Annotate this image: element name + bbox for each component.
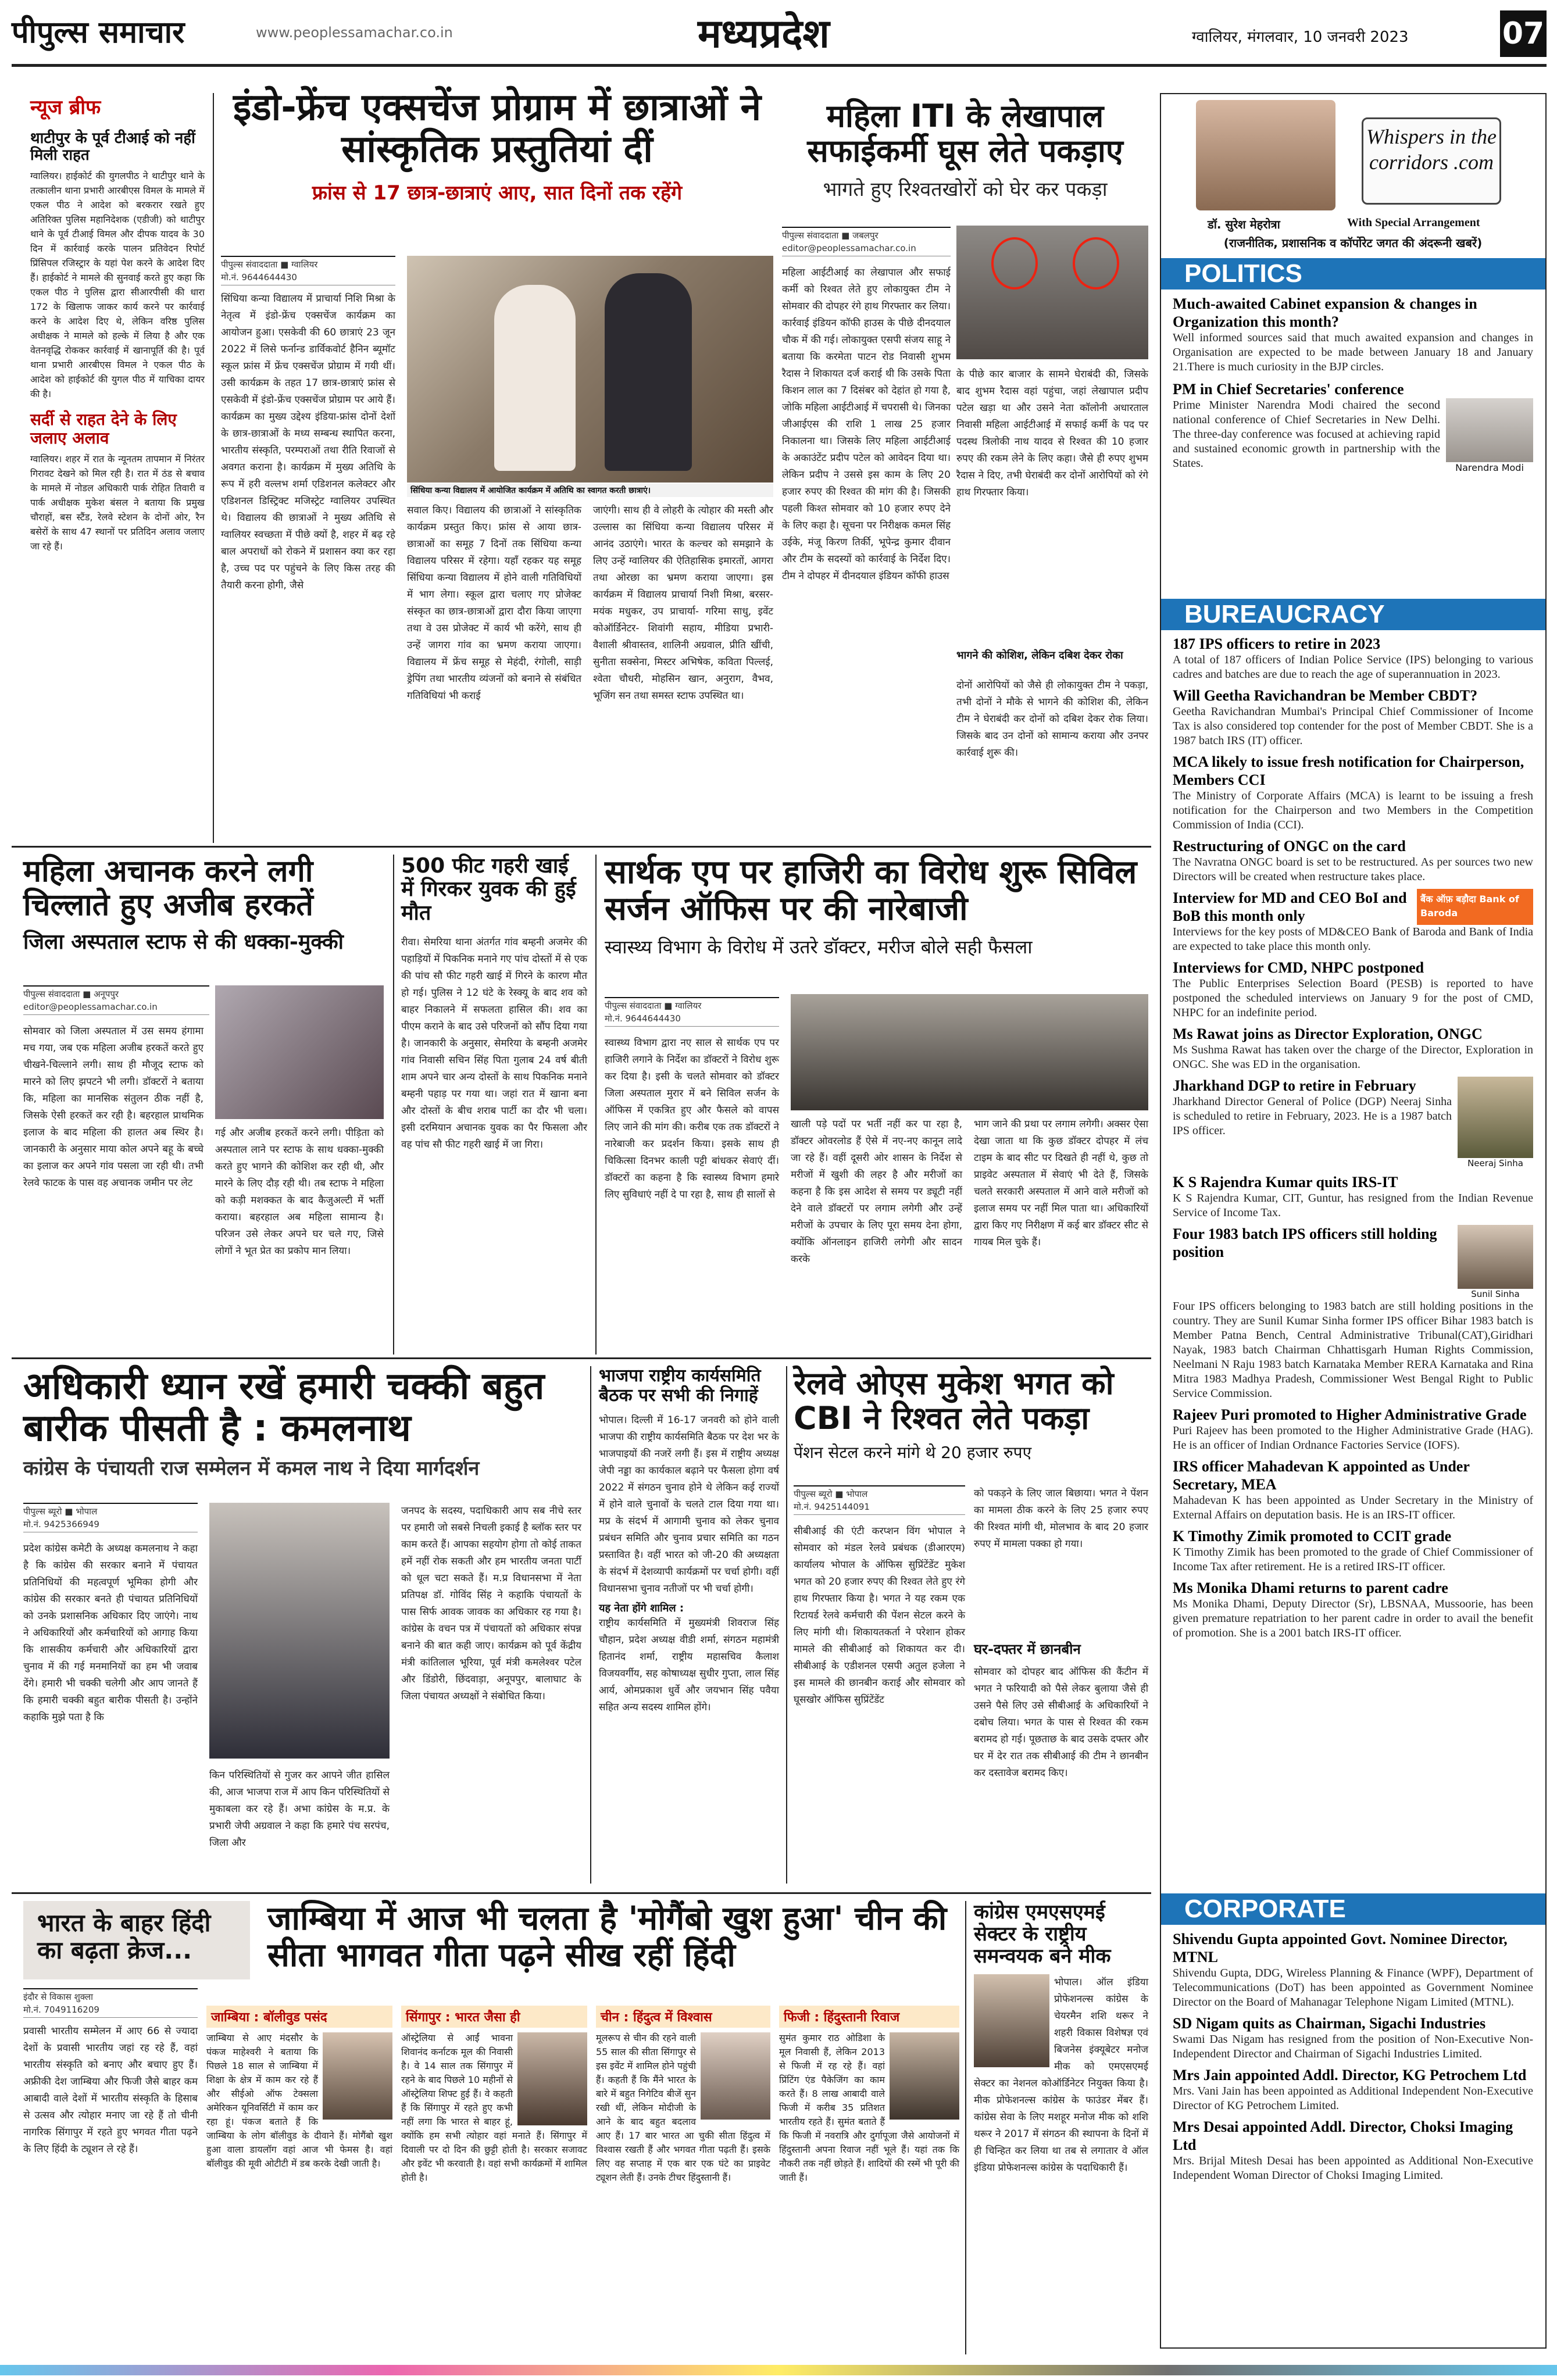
corporate-items	[1173, 1930, 1533, 2183]
item-headline: Ms Monika Dhami returns to parent cadre	[1173, 1579, 1448, 1596]
masthead-rule	[12, 64, 1547, 67]
story-kamalnath	[23, 1366, 581, 1889]
mobile: मो.नं. 9425366949	[23, 1519, 99, 1530]
brief-tag: न्यूज ब्रीफ	[30, 96, 101, 119]
story-hospital-woman	[23, 855, 384, 1355]
byline-block	[23, 1988, 198, 2018]
headline: महिला ITI के लेखापाल सफाईकर्मी घूस लेते पकड़ाए	[807, 98, 1123, 170]
person-photo	[890, 2032, 959, 2120]
column-rule	[965, 1901, 966, 2354]
item-body: Geetha Ravichandran Mumbai's Principal Chief Commissioner of Income Tax is also considered top contender for the post of Member CBDT. She is a 1987 batch IRS (IT) officer.	[1173, 705, 1533, 747]
email: editor@peoplessamachar.co.in	[23, 1002, 158, 1012]
item-body: Mrs. Brijal Mitesh Desai has been appointed as Additional Non-Executive Independent Woman Director of Choksi Imaging Limited.	[1173, 2154, 1533, 2182]
meek-photo	[974, 1974, 1049, 2067]
country-body: ऑस्ट्रेलिया से आईं भावना शिवानंद कर्नाटक मूल की निवासी है। वे 14 साल तक सिंगापुर में रहने के बाद पिछले 10 महीनों से ऑस्ट्रेलिया शिफ्ट हुई हैं। वे कहती हैं कि सिंगापुर में रहते हुए कभी नहीं लगा कि भारत से बाहर हूं, क्योंकि हम सभी त्योहार वहां मनाते हैं। सिंगापुर में दिवाली पर दो दिन की छुट्टी होती है। सरकार सजावट और इवेंट भी करवाती है। वहां सभी कार्यक्रमों में शामिल होती है।	[401, 2032, 587, 2183]
masthead-brand: पीपुल्स समाचार	[12, 15, 185, 50]
deck: फ्रांस से 17 छात्र-छात्राएं आए, सात दिनों तक रहेंगे	[312, 181, 683, 205]
country-fiji	[779, 2006, 959, 2185]
country-body: जाम्बिया से आए मंदसौर के पंकज माहेश्वरी ने बताया कि पिछले 18 साल से जाम्बिया में शिक्षा के क्षेत्र में काम कर रहे हैं और सीईओ ऑफ टेक्सला अमेरिकन यूनिवर्सिटी में काम कर रहा हूं। पंकज बताते हैं कि जाम्बिया के लोग बॉलीवुड के दीवाने हैं। मोगैंबो खुश हुआ वाला डायलॉग वहां आज भी फेमस है। वहां बॉलीवुड की मूवी ओटीटी में डब करके देखी जाती है।	[206, 2032, 392, 2169]
item-headline: Restructuring of ONGC on the card	[1173, 838, 1406, 855]
subhead: यह नेता होंगे शामिल :	[599, 1602, 684, 1615]
country-body: सुमंत कुमार राठ ओडिशा के मूल निवासी हैं, लेकिन 2013 से फिजी में रह रहे हैं। वहां प्रिंटिंग एंड पैकेजिंग का काम करते हैं। 8 लाख आबादी वाले फिजी में करीब 35 प्रतिशत भारतीय रहते हैं। सुमंत बताते हैं कि फिजी में नवरात्रि और दुर्गापूजा जैसे आयोजनों में हिंदुस्तानी अपना रिवाज नहीं भूले हैं। यहां तक कि नौकरी तक नहीं छोड़ते हैं। शादियों की रस्में भी पूरी की जाती हैं।	[779, 2032, 959, 2183]
byline: पीपुल्स संवाददाता ■ अनूपपुर	[23, 989, 119, 999]
item-body: Four IPS officers belonging to 1983 batch are still holding positions in the country. They are Sunil Kumar Sinha former IPS officer Bihar 1983 batch is Member Patna Bench, Central Administrative Tribunal(CAT),Giridhari Nayak, 1983 batch Chairman Chhattisgarh Human Rights Commission, Neelmani N Raju 1983 batch Karnataka Member RERA Karnataka and Rina Mitra 1983 Madhya Pradesh, Commissioner West Bengal Right to Public Service Commission.	[1173, 1300, 1533, 1400]
story-indo-french	[221, 87, 773, 843]
body-2: राष्ट्रीय कार्यसमिति में मुख्यमंत्री शिवराज सिंह चौहान, प्रदेश अध्यक्ष वीडी शर्मा, संगठन महामंत्री हितानंद शर्मा, राष्ट्रीय महासचिव कैलाश विजयवर्गीय, सह कोषाध्यक्ष सुधीर गुप्ता, लाल सिंह आर्य, ओमप्रकाश धुर्वे और जयभान सिंह पवैया सहित अन्य सदस्य शामिल होंगे।	[599, 1617, 779, 1714]
photo-caption: सिंधिया कन्या विद्यालय में आयोजित कार्यक्रम में अतिथि का स्वागत करती छात्राएं।	[407, 484, 773, 497]
neeraj-sinha-photo	[1458, 1077, 1533, 1158]
sunil-sinha-figure	[1458, 1225, 1533, 1299]
corporate-banner: CORPORATE	[1161, 1893, 1545, 1925]
item-headline: K Timothy Zimik promoted to CCIT grade	[1173, 1528, 1452, 1545]
sinha-figure	[1458, 1077, 1533, 1168]
column-1: स्वास्थ्य विभाग द्वारा नए साल से सार्थक एप पर हाजिरी लगाने के निर्देश का डॉक्टरों ने विरोध शुरू कर दिया है। इसी के चलते सोमवार को डॉक्टर जिला अस्पताल मुरार में बने सिविल सर्जन के ऑफिस में एकत्रित हुए और फैसले को वापस लिए जाने की मांग की। करीब एक तक डॉक्टरों ने नारेबाजी कर प्रदर्शन किया। इसके साथ ही चिकित्सा दिनभर काली पट्टी बांधकर सेवाएं दीं। डॉक्टरों का कहना है कि स्वास्थ्य विभाग हमारे लिए सुविधाएं नहीं दे पा रहा है, साथ ही सालों से	[605, 1037, 779, 1200]
column-rule	[786, 1366, 787, 1884]
person-silhouette	[605, 273, 692, 471]
byline-block	[23, 1503, 198, 1532]
brief-body-2: ग्वालियर। शहर में रात के न्यूनतम तापमान में निरंतर गिरावट देखने को मिल रही है। रात में ठंड से बचाव के मामले में नोडल अधिकारी पार्क रोहित तिवारी व पार्क अधीक्षक मुकेश बंसल ने बताया कि प्रमुख चौराहों, बस स्टैंड, रेलवे स्टेशन के दोनों ओर, रैन बसेरों के साथ 47 स्थानों पर प्रतिदिन अलाव जलाए जा रहे हैं।	[30, 453, 205, 552]
item-body: A total of 187 officers of Indian Police Service (IPS) belonging to various cadres and batches are due to reach the age of superannuation in 2023.	[1173, 653, 1533, 681]
whispers-tagline: (राजनीतिक, प्रशासनिक व कॉर्पोरेट जगत की अंदरूनी खबरें)	[1223, 236, 1483, 250]
country-tag: फिजी : हिंदुस्तानी रिवाज	[779, 2006, 959, 2028]
modi-figure	[1446, 398, 1533, 473]
item-headline: Shivendu Gupta appointed Govt. Nominee Director, MTNL	[1173, 1931, 1508, 1966]
item-headline: SD Nigam quits as Chairman, Sigachi Industries	[1173, 2015, 1486, 2032]
byline: इंदौर से विकास शुक्ला	[23, 1992, 93, 2002]
byline-block	[794, 1485, 965, 1515]
column-1: महिला आईटीआई का लेखापाल और सफाई कर्मी को रिश्वत लेते हुए लोकायुक्त टीम ने सोमवार की दोपहर रंगे हाथ गिरफ्तार कर लिया। कार्रवाई इंडियन कॉफी हाउस के पीछे दीनदयाल चौक में की गई। लोकायुक्त एसपी संजय साहू ने बताया कि करमेता पाटन रोड निवासी शुभम रैदास ने शिकायत दर्ज कराई थी कि उसके पिता किशन लाल का 7 दिसंबर को देहांत हो गया है, जोकि महिला आईटीआई में चपरासी थे। जिनका जीआईएस की राशि 1 लाख 25 हजार निकालना था। जिसके लिए महिला आईटीआई के अकाउंटेंट प्रदीप पटेल को आवेदन दिया था। लेकिन प्रदीप ने उससे इस काम के लिए 20 हजार रुपए की रिश्वत की मांग की है। जिसकी पहली किश्त सोमवार को 10 हजार रुपए देने के लिए कहा है। सूचना पर निरीक्षक कमल सिंह उईके, मंजू किरण तिर्की, भूपेन्द्र कुमार दीवान और टीम के सदस्यों को कार्रवाई के निर्देश दिए। टीम ने दोपहर में दीनदयाल इंडियन कॉफी हाउस	[782, 267, 951, 582]
section-title: मध्यप्रदेश	[698, 11, 830, 57]
author-photo	[1196, 100, 1335, 210]
column-2b: सोमवार को दोपहर बाद ऑफिस की कैंटीन में भगत ने फरियादी को पैसे लेकर बुलाया जैसे ही उसने पैसे लिए उसे सीबीआई के अधिकारियों ने दबोच लिया। भगत के पास से रिश्वत की रकम बरामद हो गई। पूछताछ के बाद उसके दफ्तर और घर में देर रात तक सीबीआई की टीम ने छानबीन कर दस्तावेज बरामद किए।	[974, 1666, 1148, 1779]
item-body: Well informed sources said that much awaited expansion and changes in Organisation are expected to be made between January 18 and January 21.There is much curiosity in the BJP circles.	[1173, 331, 1533, 373]
item-body: Shivendu Gupta, DDG, Wireless Planning & Finance (WPF), Department of Telecommunications (DoT) has been appointed as Government Nominee Director on the Board of Mahanagar Telephone Nigam Limited (MTNL).	[1173, 1967, 1533, 2009]
event-photo	[407, 256, 773, 483]
item-body: Ms Monika Dhami, Deputy Director (Sr), LBSNAA, Mussoorie, has been given premature repatriation to her parent cadre in order to avail the benefit of promotion. She is a 2001 batch IRS-IT officer.	[1173, 1598, 1533, 1639]
byline-block	[605, 997, 779, 1027]
byline-block	[221, 256, 395, 285]
country-body: मूलरूप से चीन की रहने वाली 55 साल की सीता सिंगापुर से इस इवेंट में शामिल होने पहुंची हैं। कहती हैं कि मैंने भारत के बारे में बहुत निगेटिव बीजें सुन रखी थीं, लेकिन मोदीजी के आने के बाद बहुत बदलाव आए हैं। 17 बार भारत आ चुकी सीता हिंदुत्व में विश्वास रखती हैं और भगवत गीता पढ़ती हैं। इसके लिए वह सप्ताह में एक बार एक घंटे का प्राइवेट ट्यूशन लेती हैं। उनके टीचर हिंदुस्तानी हैं।	[596, 2032, 770, 2183]
item-body: Prime Minister Narendra Modi chaired the second national conference of Chief Secretaries in New Delhi. The three-day conference was focused at achieving rapid and sustained economic growth in partnership with the States.	[1173, 399, 1440, 470]
item-headline: 187 IPS officers to retire in 2023	[1173, 635, 1381, 652]
red-circle	[991, 237, 1038, 290]
column-3: भाग जाने की प्रथा पर लगाम लगेगी। अक्सर ऐसा देखा जाता था कि कुछ डॉक्टर दोपहर में लंच टाइम के बाद सीट पर दिखते ही नहीं थे, कुछ तो प्राइवेट अस्पताल में सेवाएं भी देते हैं, जिसके चलते सरकारी अस्पताल में आने वाले मरीजों को इलाज समय पर नहीं मिल पाता था। अधिकारियों द्वारा किए गए निरीक्षण में कई बार डॉक्टर सीट से गायब मिल चुके हैं।	[974, 1118, 1148, 1248]
country-tag: सिंगापुर : भारत जैसा ही	[401, 2006, 587, 2028]
print-registration-bar	[0, 2365, 1557, 2375]
whispers-column	[1160, 93, 1547, 2349]
column-rule	[590, 1366, 591, 1884]
news-brief	[30, 93, 205, 843]
deck: कांग्रेस के पंचायती राज सम्मेलन में कमल नाथ ने दिया मार्गदर्शन	[23, 1457, 480, 1481]
bank-of-baroda-logo: बैंक ऑफ़ बड़ौदा Bank of Baroda	[1417, 889, 1533, 925]
headline: अधिकारी ध्यान रखें हमारी चक्की बहुत बारीक पीसती है : कमलनाथ	[23, 1365, 545, 1450]
item-headline: Four 1983 batch IPS officers still holding position	[1173, 1225, 1437, 1260]
item-headline: Jharkhand DGP to retire in February	[1173, 1077, 1416, 1094]
person-photo	[323, 2032, 392, 2120]
story-bjp-meeting	[599, 1366, 779, 1889]
photo-caption: Neeraj Sinha	[1467, 1158, 1523, 1168]
column-1: सीबीआई की एंटी करप्शन विंग भोपाल ने सोमवार को मंडल रेलवे प्रबंधक (डीआरएम) कार्यालय भोपाल के ऑफिस सुप्रिंटेंडेंट मुकेश भगत को 20 हजार रुपए की रिश्वत लेते हुए रंगे हाथ गिरफ्तार किया है। भगत ने यह रकम एक रिटायर्ड रेलवे कर्मचारी की पेंशन सेटल करने के लिए मांगी थी। शिकायतकर्ता ने परेशान होकर मामले की सीबीआई को शिकायत कर दी। सीबीआई के एडीशनल एसपी अतुल हजेला ने इस मामले की छानबीन कराई और सोमवार को घूसखोर ऑफिस सुप्रिंटेंडेंट	[794, 1525, 965, 1706]
column-rule	[595, 855, 597, 1355]
headline: सार्थक एप पर हाजिरी का विरोध शुरू सिविल सर्जन ऑफिस पर की नारेबाजी	[605, 853, 1137, 928]
country-tag: चीन : हिंदुत्व में विश्वास	[596, 2006, 770, 2028]
bureaucracy-banner: BUREAUCRACY	[1161, 599, 1545, 630]
item-row	[1173, 1077, 1533, 1168]
item-text	[1173, 1077, 1452, 1168]
masthead	[0, 0, 1557, 70]
country-china	[596, 2006, 770, 2185]
modi-caption: Narendra Modi	[1455, 462, 1524, 473]
kicker: भारत के बाहर हिंदी का बढ़ता क्रेज...	[23, 1901, 250, 1979]
story-ravine-death	[401, 855, 587, 1355]
byline: पीपुल्स ब्यूरो ■ भोपाल	[794, 1489, 868, 1499]
modi-photo	[1446, 398, 1533, 462]
author-name: डॉ. सुरेश मेहरोत्रा	[1208, 217, 1280, 231]
whispers-logo: Whispers in the corridors .com	[1362, 117, 1501, 205]
headline: जाम्बिया में आज भी चलता है 'मोगैंबो खुश हुआ' चीन की सीता भागवत गीता पढ़ने सीख रहीं हिंदी	[267, 1900, 947, 1974]
person-silhouette	[494, 285, 576, 471]
item-headline: Ms Rawat joins as Director Exploration, ONGC	[1173, 1025, 1483, 1042]
woman-photo	[215, 985, 384, 1119]
item-headline: Much-awaited Cabinet expansion & changes in Organization this month?	[1173, 295, 1477, 330]
person-photo	[701, 2032, 770, 2120]
column-2: सवाल किए। विद्यालय की छात्राओं ने सांस्कृतिक कार्यक्रम प्रस्तुत किए। फ्रांस से आया छात्र-छात्राओं का समूह 7 दिनों तक सिंधिया कन्या विद्यालय परिसर में रहेगा। यहाँ रहकर यह समूह सिंधिया कन्या विद्यालय में होने वाली गतिविधियों में भाग लेगा। स्कूल द्वारा चलाए गए प्रोजेक्ट संस्कृत का छात्र-छात्राओं द्वारा दौरा किया जाएगा तथा वे उस प्रोजेक्ट में कार्य भी करेंगे, साथ ही उन्हें जागरा गांव का भ्रमण कराया जाएगा। विद्यालय में फ्रेंच समूह से मेहंदी, रंगोली, साड़ी ड्रेपिंग तथा भारतीय व्यंजनों को बनाने से संबंधित गतिविधियां भी कराई	[407, 505, 581, 702]
item-headline: Mrs Jain appointed Addl. Director, KG Petrochem Ltd	[1173, 2067, 1527, 2084]
item-body: The Navratna ONGC board is set to be restructured. As per sources two new Directors will be created when restructure takes place.	[1173, 856, 1533, 883]
row-rule	[12, 1357, 1151, 1359]
page-number: 07	[1500, 10, 1547, 57]
item-body: Swami Das Nigam has resigned from the position of Non-Executive Non-Independent Director and Chairman of Sigachi Industries Limited.	[1173, 2033, 1533, 2060]
item-body: The Public Enterprises Selection Board (PESB) is reported to have postponed the scheduled interviews on January 9 for the post of CMD, NHPC for an indefinite period.	[1173, 977, 1533, 1019]
accused-photo	[956, 226, 1148, 359]
politics-banner: POLITICS	[1161, 258, 1545, 290]
protest-photo	[791, 994, 1148, 1110]
item-body: Jharkhand Director General of Police (DGP) Neeraj Sinha is scheduled to retire in February, 2023. He is a 1987 batch IPS officer.	[1173, 1095, 1452, 1137]
headline: इंडो-फ्रेंच एक्सचेंज प्रोग्राम में छात्राओं ने सांस्कृतिक प्रस्तुतियां दीं	[233, 86, 761, 171]
story-sarthak-app	[605, 855, 1148, 1355]
item-headline: Will Geetha Ravichandran be Member CBDT?	[1173, 687, 1478, 704]
photo-caption: Sunil Sinha	[1471, 1289, 1520, 1299]
subhead: भागने की कोशिश, लेकिन दबिश देकर रोका	[956, 649, 1123, 662]
item-row	[1173, 1225, 1533, 1299]
item-body: K S Rajendra Kumar, CIT, Guntur, has resigned from the Indian Revenue Service of Income Tax.	[1173, 1192, 1533, 1219]
item-headline: Mrs Desai appointed Addl. Director, Choksi Imaging Ltd	[1173, 2118, 1513, 2153]
arrangement: With Special Arrangement	[1347, 216, 1480, 229]
item-headline: K S Rajendra Kumar quits IRS-IT	[1173, 1174, 1398, 1191]
column-2b: दोनों आरोपियों को जैसे ही लोकायुक्त टीम ने पकड़ा, तभी दोनों ने मौके से भागने की कोशिश की, लेकिन टीम ने घेराबंदी कर दोनों को दबिश देकर रोक लिया। जिसके बाद उन दोनों को सामान्य कराया और उनपर कार्रवाई शुरू की।	[956, 680, 1148, 759]
item-body: Interviews for the key posts of MD&CEO Bank of Baroda and Bank of India are expected to take place this month only.	[1173, 925, 1533, 953]
headline: रेलवे ओएस मुकेश भगत को CBI ने रिश्वत लेते पकड़ा	[794, 1365, 1114, 1437]
deck: भागते हुए रिश्वतखोरों को घेर कर पकड़ा	[823, 177, 1108, 201]
kamalnath-photo	[209, 1503, 390, 1759]
mobile: मो.नं. 9644644430	[605, 1013, 681, 1024]
row-rule	[12, 1892, 1151, 1894]
headline: महिला अचानक करने लगी चिल्लाते हुए अजीब हरकतें	[23, 854, 313, 923]
byline-block	[23, 985, 209, 1015]
brief-headline-2: सर्दी से राहत देने के लिए जलाए अलाव	[30, 410, 177, 448]
item-body: Ms Sushma Rawat has taken over the charge of the Director, Exploration in ONGC. She was ED in the organisation.	[1173, 1044, 1533, 1071]
column-rule	[393, 855, 394, 1355]
body: रीवा। सेमरिया थाना अंतर्गत गांव बम्हनी अजमेर की पहाड़ियों में पिकनिक मनाने गए पांच दोस्तों में से एक की पांच सौ फीट गहरी खाई में गिरने के कारण मौत हो गई। पुलिस ने 12 घंटे के रेस्क्यू के बाद शव को बाहर निकालने में सफलता हासिल की। शव का पीएम कराने के बाद उसे परिजनों को सौंप दिया गया है। जानकारी के अनुसार, सेमरिया के बम्हनी अजमेर गांव निवासी सचिन सिंह पिता गुलाब 24 वर्ष बीती शाम अपने चार अन्य दोस्तों के साथ पिकनिक मनाने बम्हनी पहाड़ पर गया था। जहां रात में खाना बना और दोस्तों के बीच शराब पार्टी का दौर भी चला। इसी दरमियान अचानक युवक का पैर फिसला और वह पांच सौ फीट गहरी खाई में जा गिरा।	[401, 936, 587, 1150]
column-3: जनपद के सदस्य, पदाधिकारी आप सब नीचे स्तर पर हमारी जो सबसे निचली इकाई है ब्लॉक स्तर पर काम करते हैं। आपका सहयोग होगा तो कोई ताकत हमें नहीं रोक सकती और हम भारतीय जनता पार्टी को धूल चटा सकते हैं। म.प्र विधानसभा में नेता प्रतिपक्ष डॉ. गोविंद सिंह ने कहाकि पंचायतों के पास सिर्फ आवक जावक का अधिकार रह गया है। कांग्रेस के वचन पत्र में पंचायतों को अधिकार संपन्न बनाने की बात कही जाए। कार्यक्रम को पूर्व केंद्रीय मंत्री कांतिलाल भूरिया, पूर्व मंत्री कमलेश्वर पटेल और डिंडोरी, छिंदवाड़ा, अनूपपुर, बालाघाट के जिला पंचायत अध्यक्षों ने संबोधित किया।	[401, 1505, 581, 1702]
deck: पेंशन सेटल करने मांगे थे 20 हजार रुपए	[794, 1442, 1032, 1462]
masthead-website: www.peoplessamachar.co.in	[256, 24, 453, 41]
item-row	[1173, 889, 1533, 925]
story-iti-bribe	[782, 99, 1148, 843]
item-headline: IRS officer Mahadevan K appointed as Under Secretary, MEA	[1173, 1458, 1470, 1493]
item-headline: Rajeev Puri promoted to Higher Administrative Grade	[1173, 1406, 1527, 1423]
byline: पीपुल्स संवाददाता ■ ग्वालियर	[221, 259, 318, 270]
deck: स्वास्थ्य विभाग के विरोध में उतरे डॉक्टर, मरीज बोले सही फैसला	[605, 936, 1033, 959]
body: प्रवासी भारतीय सम्मेलन में आए 66 से ज्यादा देशों के प्रवासी भारतीय जहां रह रहे हैं, वहां भारतीय संस्कृति को बनाए और बचाए हुए हैं। अफ्रीकी देश जाम्बिया और फिजी जैसे बाहर कम आबादी वाले देशों में भारतीय संस्कृति के हिसाब से उत्सव और त्योहार मनाए जा रहे हैं तो चीनी नागरिक सिंगापुर में रहते हुए भगवत गीता पढ़ने के लिए हिंदी के ट्यूशन ले रहे हैं।	[23, 2025, 198, 2155]
column-1: सोमवार को जिला अस्पताल में उस समय हंगामा मच गया, जब एक महिला अजीब हरकतें करते हुए चीखने-चिल्लाने लगी। साथ ही मौजूद स्टाफ को मारने को लिए झपटने भी लगी। डॉक्टरों ने बताया कि, महिला का मानसिक संतुलन ठीक नहीं है, जिसके ऐसी हरकतें कर रही है। बहरहाल प्राथमिक इलाज के बाद महिला की हालत अब स्थिर है। जानकारी के अनुसार माया कोल अपने बहू के बच्चे का इलाज कर अपने गांव पसला जा रही थी। तभी रेलवे फाटक के पास वह अचानक जमीन पर लेट	[23, 1025, 203, 1189]
whispers-header	[1161, 94, 1545, 257]
column-2: गई और अजीब हरकतें करने लगी। पीड़िता को अस्पताल लाने पर स्टाफ के साथ धक्का-मुक्की करते हुए भागने की कोशिश कर रही थी, और मारने के लिए दौड़ रही थी। तब स्टाफ ने महिला को कड़ी मशक्कत के बाद कैजुअल्टी में भर्ती कराया। बहरहाल अब महिला सामान्य है। परिजन उसे लेकर अपने घर चले गए, जिसे लोगों ने भूत प्रेत का प्रकोप मान लिया।	[215, 1127, 384, 1257]
brief-headline-1: थाटीपुर के पूर्व टीआई को नहीं मिली राहत	[30, 130, 195, 165]
headline: भाजपा राष्ट्रीय कार्यसमिति बैठक पर सभी की निगाहें	[599, 1366, 761, 1406]
body: भोपाल। दिल्ली में 16-17 जनवरी को होने वाली भाजपा की राष्ट्रीय कार्यसमिति बैठक पर देश भर के भाजपाइयों की नजरें लगी हैं। इस में राष्ट्रीय अध्यक्ष जेपी नड्डा का कार्यकाल बढ़ाने पर फैसला होगा वर्ष 2022 में संगठन चुनाव होने थे लेकिन कई राज्यों में होने वाले चुनावों के चलते टाल दिया गया था। मप्र के संदर्भ में आगामी चुनाव को लेकर चुनाव प्रबंधन समिति और चुनाव प्रचार समिति का गठन प्रस्तावित है। वहीं भारत को जी-20 की अध्यक्षता के संदर्भ में देशव्यापी कार्यक्रमों पर चर्चा होगी। वहीं विधानसभा चुनाव नतीजों पर भी चर्चा होगी।	[599, 1414, 779, 1595]
item-body: Puri Rajeev has been promoted to the Higher Administrative Grade (HAG). He is an officer of Indian Ordnance Factories Service (IOFS).	[1173, 1424, 1533, 1452]
column-1: सिंधिया कन्या विद्यालय में प्राचार्या निशि मिश्रा के नेतृत्व में इंडो-फ्रेंच एक्सचेंज कार्यक्रम का आयोजन हुआ। एसकेवी की 60 छात्राएं 23 जून 2022 में लिसे फर्नान्ड डार्विकवोर्ट हैनिन ब्यूमॉट स्कूल फ्रांस में फ्रेंच एक्सचेंज प्रोग्राम में गयी थीं। उसी कार्यक्रम के तहत 17 छात्र-छात्राएं फ्रांस से एसकेवी में इंडो-फ्रेंच एक्सचेंज प्रोग्राम पर आये हैं। कार्यक्रम का मुख्य उद्देश्य इंडिया-फ्रांस दोनों देशों के छात्र-छात्राओं के मध्य सम्बन्ध स्थापित करना, भारतीय संस्कृति, परम्पराओं तथा रीति रिवाजों से अवगत कराना है। कार्यक्रम में मुख्य अतिथि के रूप में हरी वल्लभ शर्मा एडिशनल कलेक्टर और एडिशनल डिस्ट्रिक्ट मजिस्ट्रेट ग्वालियर उपस्थित थे। विद्यालय की छात्राओं ने मुख्य अतिथि से ग्वालियर स्वच्छता में पीछे क्यों है, शहर में बढ़ रहे बाल अपराधों को रोकने में प्रशासन क्या कर रहा है, उच्च पद पर पहुंचने के लिए किस तरह की तैयारी करना होगी, जैसे	[221, 293, 395, 591]
item-headline: Interview for MD and CEO BoI and BoB this month only	[1173, 889, 1407, 924]
column-1: प्रदेश कांग्रेस कमेटी के अध्यक्ष कमलनाथ ने कहा है कि कांग्रेस की सरकार बनाने में पंचायत प्रतिनिधियों की महत्वपूर्ण भूमिका होगी और कांग्रेस की सरकार बनते ही पंचायत प्रतिनिधियों को उनके प्रशासनिक अधिकार दिए जाएंगे। नाथ ने अधिकारियों और कर्मचारियों को आगाह किया कि शासकीय कर्मचारी और अधिकारियों द्वारा चुनाव में की गई मनमानियों का हम भी जवाब देंगे। हमारी भी चक्की चलेगी और आप जानते हैं कि हमारी चक्की बहुत बारीक पीसती है। उन्होंने कहाकि मुझे पता है कि	[23, 1543, 198, 1723]
brief-body-1: ग्वालियर। हाईकोर्ट की युगलपीठ ने थाटीपुर थाने के तत्कालीन थाना प्रभारी आरबीएस विमल के मामले में एकल पीठ ने आदेश को बरकरार रखते हुए अतिरिक्त पुलिस महानिदेशक (एडीजी) को थाटीपुर थाने के पूर्व टीआई विमल और दीपक यादव के 30 दिन में कार्रवाई करके पालन प्रतिवेदन रिपोर्ट प्रिंसिपल रजिस्ट्रार के यहां पेश करने के आदेश दिए हैं। हाईकोर्ट ने मामले की सुनवाई करते हुए कहा कि एकल पीठ ने पुलिस द्वारा सीआरपीसी की धारा 172 के खिलाफ जाकर कार्य करने पर कार्रवाई करने के आदेश दिए थे, लेकिन वरिष्ठ पुलिस अधीक्षक ने मामले को हल्के में लिया है और एक वेतनवृद्धि रोककर कार्रवाई में खानापूर्ति की है। पूर्व थाना प्रभारी आरबीएस विमल ने एकल पीठ के आदेश को हाईकोर्ट की युगल पीठ में याचिका दायर की है।	[30, 170, 205, 400]
country-singapore	[401, 2006, 587, 2185]
column-2: को पकड़ने के लिए जाल बिछाया। भगत ने पेंशन का मामला ठीक करने के लिए 25 हजार रुपए की रिश्वत मांगी थी, मोलभाव के बाद 20 हजार रुपए में मामला पक्का हो गया।	[974, 1488, 1148, 1550]
sunil-sinha-photo	[1458, 1225, 1533, 1289]
byline: पीपुल्स संवाददाता ■ जबलपुर	[782, 230, 879, 241]
person-photo	[517, 2032, 587, 2125]
dateline: ग्वालियर, मंगलवार, 10 जनवरी 2023	[1192, 28, 1409, 46]
mobile: मो.नं. 9425144091	[794, 1502, 870, 1512]
item-headline: Interviews for CMD, NHPC postponed	[1173, 959, 1424, 976]
red-circle	[1073, 237, 1119, 290]
story-cbi-railway	[794, 1366, 1148, 1889]
country-zambia	[206, 2006, 392, 2171]
mobile: मो.नं. 9644644430	[221, 272, 297, 283]
story-congress-msme	[974, 1901, 1148, 2354]
column-3: जाएंगी। साथ ही वे लोहरी के त्योहार की मस्ती और उल्लास का सिंधिया कन्या विद्यालय परिसर में आनंद उठाएंगे। भारत के कल्चर को समझाने के लिए उन्हें ग्वालियर की ऐतिहासिक इमारतों, आगरा तथा ओरछा का भ्रमण कराया जाएगा। इस कार्यक्रम में विद्यालय प्राचार्या निशी मिश्रा, बरसर- मयंक मधुकर, उप प्राचार्या- गरिमा साधु, इवेंट कोऑर्डिनेटर- शिवांगी सहाय, मीडिया प्रभारी- वैशाली श्रीवास्तव, शालिनी अग्रवाल, प्रीति खींची, सुनीता सक्सेना, मिस्टर अभिषेक, कविता पिल्लई, श्वेता चौधरी, मोहसिन खान, अनुराग, वैभव, भूजिंग सन तथा समस्त स्टाफ उपस्थित था।	[593, 505, 773, 702]
byline-block	[782, 227, 951, 256]
byline: पीपुल्स संवाददाता ■ ग्वालियर	[605, 1000, 702, 1011]
politics-items	[1173, 295, 1533, 473]
item-body: Mahadevan K has been appointed as Under Secretary in the Ministry of External Affairs on deputation basis. He is an IRS-IT officer.	[1173, 1494, 1533, 1521]
mobile: मो.नं. 7049116209	[23, 2004, 99, 2015]
item-body: Mrs. Vani Jain has been appointed as Additional Independent Non-Executive Director of KG Petrochem Limited.	[1173, 2085, 1533, 2112]
column-2: किन परिस्थितियों से गुजर कर आपने जीत हासिल की, आज भाजपा राज में आप किन परिस्थितियों से मुकाबला कर रहे हैं। अभा कांग्रेस के म.प्र. के प्रभारी जेपी अग्रवाल ने कहा कि हमारे पंच सरपंच, जिला और	[209, 1770, 390, 1849]
email: editor@peoplessamachar.co.in	[782, 243, 916, 253]
item-row	[1173, 398, 1533, 473]
subhead: घर-दफ्तर में छानबीन	[974, 1641, 1081, 1657]
deck: जिला अस्पताल स्टाफ से की धक्का-मुक्की	[23, 930, 344, 955]
body: भोपाल। ऑल इंडिया प्रोफेशनल्स कांग्रेस के चेयरमैन शशि थरूर ने शहरी विकास विशेषज्ञ एवं बिजनेस इंक्यूबेटर मनोज मीक को एमएसएमई सेक्टर का नेशनल कोऑर्डिनेटर नियुक्त किया है। मीक प्रोफेशनल्स कांग्रेस के फाउंडर मेंबर हैं। कांग्रेस सेवा के लिए मशहूर मनोज मीक को शशि थरूर ने 2017 में संगठन की स्थापना के दिनों में ही चिन्हित कर लिया था तब से लगातार वे ऑल इंडिया प्रोफेशनल्स कांग्रेस के पदाधिकारी हैं।	[974, 1977, 1148, 2174]
story-hindi-abroad	[23, 1901, 959, 2354]
bureaucracy-items	[1173, 635, 1533, 1641]
country-tag: जाम्बिया : बॉलीवुड पसंद	[206, 2006, 392, 2028]
column-2: के पीछे कार बाजार के सामने घेराबंदी की, जिसके बाद शुभम रैदास वहां पहुंचा, जहां लेखापाल प्रदीप पटेल खड़ा था और उसने नेता कॉलोनी अधारताल निवासी महिला आईटीआई में सफाई कर्मी के पद पर पदस्थ त्रिलोकी नाथ यादव से रिश्वत की 10 हजार रुपए की रकम लेने के लिए कहा। जैसे ही रुपए शुभम रैदास ने दिए, तभी घेराबंदी कर दोनों आरोपियों को रंगे हाथ गिरफ्तार किया।	[956, 369, 1148, 498]
byline: पीपुल्स ब्यूरो ■ भोपाल	[23, 1506, 98, 1517]
row-rule	[12, 846, 1151, 848]
headline: कांग्रेस एमएसएमई सेक्टर के राष्ट्रीय समन्वयक बने मीक	[974, 1900, 1111, 1968]
item-headline: MCA likely to issue fresh notification for Chairperson, Members CCI	[1173, 753, 1524, 788]
item-body: K Timothy Zimik has been promoted to the grade of Chief Commissioner of Income Tax after retirement. He is a retired IRS-IT officer.	[1173, 1546, 1533, 1573]
item-headline: PM in Chief Secretaries' conference	[1173, 381, 1404, 398]
headline: 500 फीट गहरी खाई में गिरकर युवक की हुई मौत	[401, 854, 576, 925]
item-body: The Ministry of Corporate Affairs (MCA) is learnt to be issuing a fresh notification for the Chairperson and two Members in the Competition Commission of India (CCI).	[1173, 789, 1533, 831]
column-rule	[213, 93, 214, 843]
column-2: खाली पड़े पदों पर भर्ती नहीं कर पा रहा है, डॉक्टर ओवरलोड हैं ऐसे में नए-नए कानून लादे जा रहे हैं। वहीं दूसरी ओर शासन के निर्देश से मरीजों में खुशी की लहर है और मरीजों का कहना है कि इस आदेश से समय पर ड्यूटी नहीं देने वाले डॉक्टरों पर लगाम लगेगी और उन्हें मरीजों के उपचार के लिए पूरा समय देना होगा, क्योंकि ऑनलाइन हाजिरी लगेगी और सादन करके	[791, 1118, 962, 1265]
